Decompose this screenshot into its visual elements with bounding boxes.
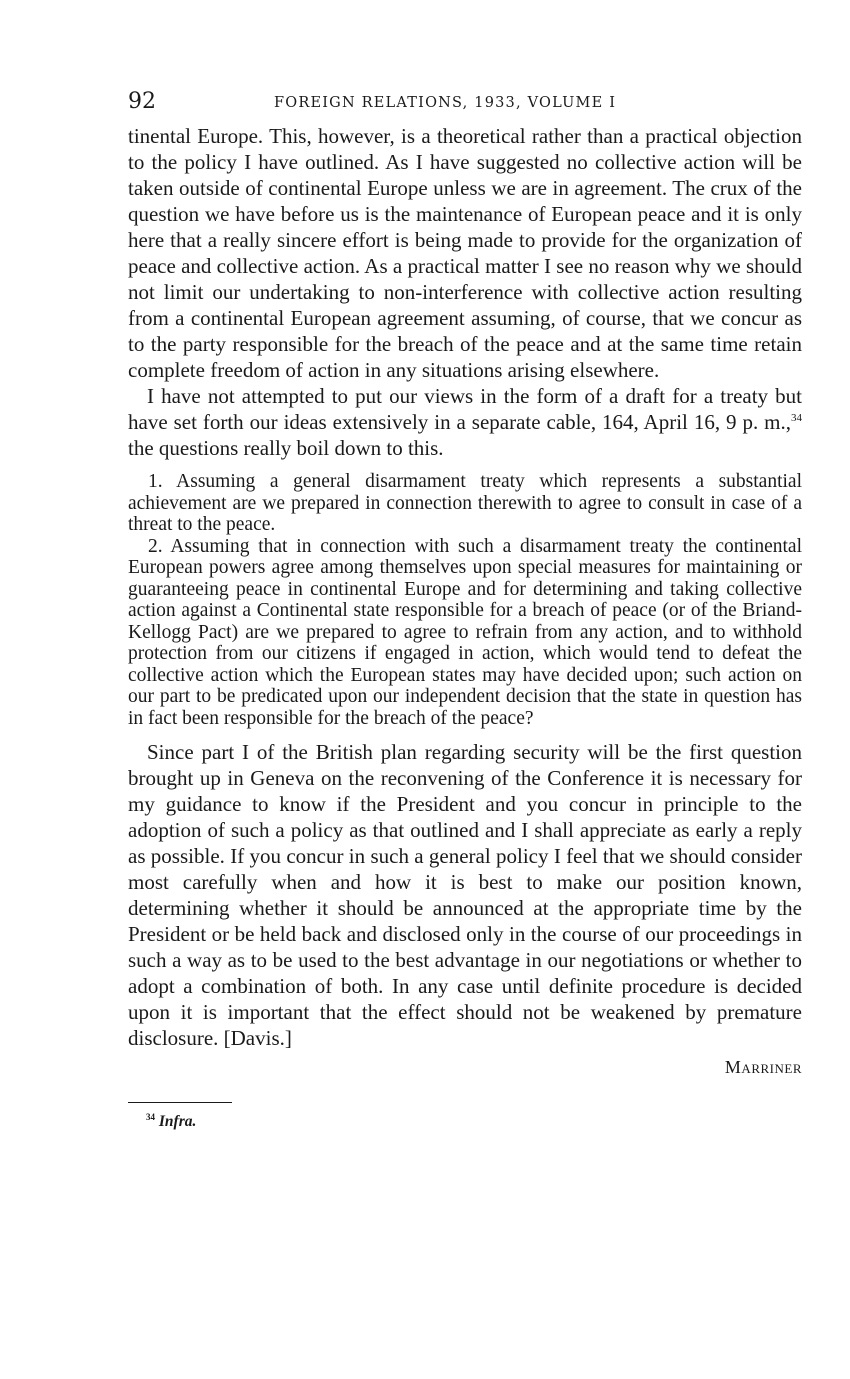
question-item-2: 2. Assuming that in connection with such a disarmament treaty the continental European powers agree among themselves upon special measures for maintaining or guaranteeing peace in continental Europe and for determining and taking collective action against a Continental state responsible for a breach of peace (or of the Briand-Kellogg Pact) are we prepared to agree to refrain from any action, and to withhold protection from our citizens if engaged in action, which would tend to defeat the collective action which the European states may have decided upon; such action on our part to be predicated upon our independent decision that the state in question has in fact been responsible for the breach of the peace? (128, 535, 802, 729)
paragraph-draft-treaty (128, 383, 802, 461)
footnote-divider (128, 1102, 232, 1103)
document-page (128, 88, 802, 1131)
paragraph-draft-treaty-text: I have not attempted to put our views in the form of a draft for a treaty but have set forth our ideas extensively in a separate cable, 164, April 16, 9 p. m., (128, 384, 802, 434)
footnote (146, 1112, 802, 1131)
footnote-marker: 34 (146, 1112, 155, 1122)
signature: Marriner (724, 1057, 802, 1077)
footnote-reference: 34 (791, 412, 802, 424)
paragraph-draft-treaty-tail: the questions really boil down to this. (128, 436, 444, 460)
paragraph-british-plan: Since part I of the British plan regarding security will be the first question brought up in Geneva on the reconvening of the Conference it is necessary for my guidance to know if the President and you concur in principle to the adoption of such a policy as that outlined and I shall appreciate as early a reply as possible. If you concur in such a general policy I feel that we should consider most carefully when and how it is best to make our position known, determining whether it should be announced at the appropriate time by the President or be held back and disclosed only in the course of our proceedings in such a way as to be used to the best advantage in our negotiations or whether to adopt a combination of both. In any case until definite procedure is decided upon it is important that the effect should not be weakened by premature disclosure. [Davis.] (128, 740, 802, 1050)
question-list (128, 471, 802, 729)
page-number: 92 (128, 89, 156, 114)
footnote-text: Infra. (158, 1113, 197, 1131)
running-header-title: FOREIGN RELATIONS, 1933, VOLUME I (274, 95, 617, 111)
question-item-1: 1. Assuming a general disarmament treaty which represents a substantial achievement are we prepared in connection therewith to agree to consult in case of a threat to the peace. (128, 471, 802, 535)
paragraph-continued: tinental Europe. This, however, is a theoretical rather than a practical objection to the policy I have outlined. As I have suggested no collective action will be taken outside of continental Europe unless we are in agreement. The crux of the question we have before us is the maintenance of European peace and it is only here that a really sincere effort is being made to provide for the organization of peace and collective action. As a practical matter I see no reason why we should not limit our undertaking to non-interference with collective action resulting from a continental European agreement assuming, of course, that we concur as to the party responsible for the breach of the peace and at the same time retain complete freedom of action in any situations arising elsewhere. (128, 124, 802, 382)
running-header (128, 88, 802, 118)
